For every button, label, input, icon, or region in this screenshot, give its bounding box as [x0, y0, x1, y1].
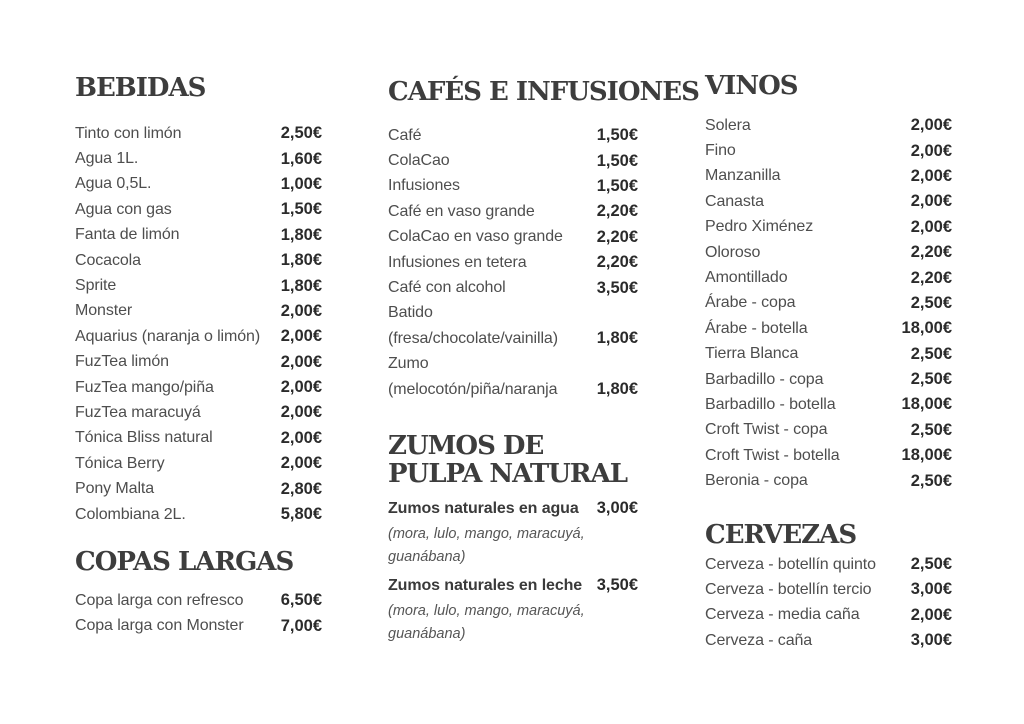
item-name: Tónica Berry: [75, 454, 165, 472]
item-price: 3,00€: [910, 580, 952, 599]
item-price: 2,20€: [910, 268, 952, 287]
item-name: Zumos naturales en leche: [388, 576, 583, 594]
section-cafes-e-infusiones: [388, 77, 699, 402]
item-price: 2,00€: [910, 116, 952, 135]
item-price: 2,00€: [280, 428, 322, 447]
item-name: (melocotón/piña/naranja: [388, 380, 558, 398]
menu-item: [705, 113, 952, 138]
item-name: ColaCao en vaso grande: [388, 228, 563, 246]
menu-item: [705, 468, 952, 493]
menu-item: [75, 350, 322, 375]
item-note: (mora, lulo, mango, maracuyá, guanábana): [388, 526, 585, 565]
item-name: Zumo: [388, 355, 429, 373]
item-name: Tinto con limón: [75, 124, 182, 142]
menu-item: [75, 426, 322, 451]
item-name: Agua con gas: [75, 200, 172, 218]
item-price: 3,00€: [910, 631, 952, 650]
item-name: Sprite: [75, 277, 117, 295]
item-name: Café con alcohol: [388, 279, 506, 297]
item-price: 2,00€: [280, 301, 322, 320]
menu-item: [75, 121, 322, 146]
menu-item: [388, 495, 638, 522]
item-price: 2,00€: [280, 403, 322, 422]
menu-item: [705, 367, 952, 392]
item-name: Fanta de limón: [75, 226, 180, 244]
item-name: Árabe - copa: [705, 294, 796, 312]
item-price: 2,50€: [910, 370, 952, 389]
section-vinos: [705, 72, 952, 494]
item-name: Solera: [705, 116, 751, 134]
item-price: 2,00€: [280, 378, 322, 397]
menu-item: [705, 628, 952, 653]
item-name: Tierra Blanca: [705, 345, 799, 363]
menu-item: [75, 273, 322, 298]
menu-item: [75, 476, 322, 501]
item-price: 2,00€: [910, 605, 952, 624]
section-bebidas: [75, 74, 322, 527]
menu-item: [705, 138, 952, 163]
menu-item: [75, 502, 322, 527]
item-price: 2,50€: [280, 124, 322, 143]
item-price: 2,00€: [910, 217, 952, 236]
item-price: 2,00€: [910, 166, 952, 185]
item-price: 2,00€: [910, 192, 952, 211]
menu-item: [388, 326, 638, 351]
item-name: Croft Twist - copa: [705, 421, 828, 439]
item-name: Agua 0,5L.: [75, 175, 152, 193]
item-price: 2,80€: [280, 479, 322, 498]
menu-item: [388, 225, 638, 250]
menu-item: [705, 164, 952, 189]
item-price: 1,50€: [596, 151, 638, 170]
item-price: 2,20€: [596, 253, 638, 272]
item-price: 2,50€: [910, 471, 952, 490]
item-name: Batido: [388, 304, 433, 322]
section-title: CAFÉS E INFUSIONES: [388, 77, 699, 107]
item-price: 1,50€: [596, 126, 638, 145]
menu-item: [388, 174, 638, 199]
item-price: 2,20€: [910, 243, 952, 262]
item-price: 1,80€: [280, 225, 322, 244]
menu-column-left: [75, 74, 322, 639]
item-price: 1,50€: [280, 200, 322, 219]
menu-column-center: [388, 77, 699, 649]
item-price: 1,80€: [596, 329, 638, 348]
menu-item: [705, 392, 952, 417]
menu-item: [388, 199, 638, 224]
menu-item: [388, 377, 638, 402]
item-name: Oloroso: [705, 243, 761, 261]
item-name: Monster: [75, 302, 133, 320]
menu-item: [75, 375, 322, 400]
item-price: 1,80€: [280, 251, 322, 270]
item-price: 1,80€: [280, 276, 322, 295]
menu-item: [388, 301, 638, 326]
item-name: Pony Malta: [75, 480, 155, 498]
menu-item: [75, 588, 322, 613]
item-name: Manzanilla: [705, 167, 781, 185]
item-price: 6,50€: [280, 591, 322, 610]
menu-item: [705, 418, 952, 443]
item-name: Copa larga con refresco: [75, 591, 244, 609]
menu-item: [705, 443, 952, 468]
item-name: Infusiones: [388, 177, 460, 195]
item-note: (mora, lulo, mango, maracuyá, guanábana): [388, 603, 585, 642]
item-name: Barbadillo - copa: [705, 370, 824, 388]
item-price: 2,00€: [280, 327, 322, 346]
item-name: FuzTea mango/piña: [75, 378, 214, 396]
menu-item: [75, 248, 322, 273]
item-name: Fino: [705, 142, 736, 160]
item-name: Tónica Bliss natural: [75, 429, 213, 447]
menu-item: [388, 572, 638, 599]
item-price: 1,80€: [596, 380, 638, 399]
menu-item: [388, 250, 638, 275]
menu-item: [705, 189, 952, 214]
menu-item: [705, 577, 952, 602]
item-price: 7,00€: [280, 616, 322, 635]
item-price: 2,50€: [910, 420, 952, 439]
item-name: Canasta: [705, 192, 764, 210]
item-name: FuzTea limón: [75, 353, 169, 371]
menu-item: [388, 352, 638, 377]
menu-item: [75, 614, 322, 639]
item-price: 18,00€: [901, 319, 952, 338]
menu-item: [705, 215, 952, 240]
item-price: 2,50€: [910, 555, 952, 574]
menu-item: [705, 552, 952, 577]
menu-item: [388, 275, 638, 300]
item-name: Pedro Ximénez: [705, 218, 814, 236]
item-price: 1,50€: [596, 176, 638, 195]
item-name: Agua 1L.: [75, 150, 139, 168]
item-name: Beronia - copa: [705, 472, 808, 490]
section-cervezas: [705, 521, 952, 654]
item-price: 3,50€: [596, 278, 638, 297]
item-price: 2,00€: [280, 454, 322, 473]
menu-item: [75, 172, 322, 197]
item-price: 2,20€: [596, 202, 638, 221]
item-name: Cerveza - media caña: [705, 606, 860, 624]
section-zumos-de-pulpa-natural: [388, 432, 638, 645]
item-price: 1,00€: [280, 174, 322, 193]
menu-item: [705, 265, 952, 290]
item-name: Cerveza - caña: [705, 631, 813, 649]
item-name: Zumos naturales en agua: [388, 499, 579, 517]
menu-item: [75, 400, 322, 425]
menu-item: [75, 299, 322, 324]
item-name: (fresa/chocolate/vainilla): [388, 329, 558, 347]
item-name: Cerveza - botellín tercio: [705, 580, 872, 598]
menu-item: [705, 291, 952, 316]
item-price: 5,80€: [280, 505, 322, 524]
menu-item: [705, 342, 952, 367]
item-price: 2,00€: [910, 141, 952, 160]
menu-item: [75, 197, 322, 222]
section-copas-largas: [75, 548, 322, 639]
item-name: FuzTea maracuyá: [75, 403, 201, 421]
item-name: Copa larga con Monster: [75, 617, 244, 635]
item-name: Cerveza - botellín quinto: [705, 555, 876, 573]
menu-item: [705, 240, 952, 265]
item-price: 3,00€: [596, 499, 638, 518]
item-name: Café: [388, 126, 422, 144]
menu-item: [75, 324, 322, 349]
menu-item: [75, 451, 322, 476]
item-name: Aquarius (naranja o limón): [75, 327, 261, 345]
item-name: Barbadillo - botella: [705, 395, 836, 413]
item-name: Café en vaso grande: [388, 202, 535, 220]
item-price: 1,60€: [280, 149, 322, 168]
section-title: VINOS: [705, 71, 798, 101]
section-title: ZUMOS DE PULPA NATURAL: [388, 431, 627, 490]
menu-item: [75, 223, 322, 248]
item-price: 2,50€: [910, 293, 952, 312]
menu-item: [705, 316, 952, 341]
menu-column-right: [705, 72, 952, 653]
item-name: Amontillado: [705, 269, 788, 287]
item-price: 2,50€: [910, 344, 952, 363]
section-title: COPAS LARGAS: [75, 547, 294, 578]
item-name: Croft Twist - botella: [705, 446, 840, 464]
menu-item: [388, 148, 638, 173]
item-price: 3,50€: [596, 576, 638, 595]
section-title: CERVEZAS: [705, 519, 857, 550]
item-price: 18,00€: [901, 446, 952, 465]
menu-item: [75, 146, 322, 171]
item-price: 2,20€: [596, 227, 638, 246]
item-name: Infusiones en tetera: [388, 253, 527, 271]
menu-item: [705, 603, 952, 628]
section-title: BEBIDAS: [75, 73, 206, 103]
item-name: Cocacola: [75, 251, 141, 269]
item-price: 2,00€: [280, 352, 322, 371]
item-name: ColaCao: [388, 152, 450, 170]
item-name: Colombiana 2L.: [75, 505, 186, 523]
menu-item: [388, 123, 638, 148]
item-name: Árabe - botella: [705, 319, 808, 337]
item-price: 18,00€: [901, 395, 952, 414]
